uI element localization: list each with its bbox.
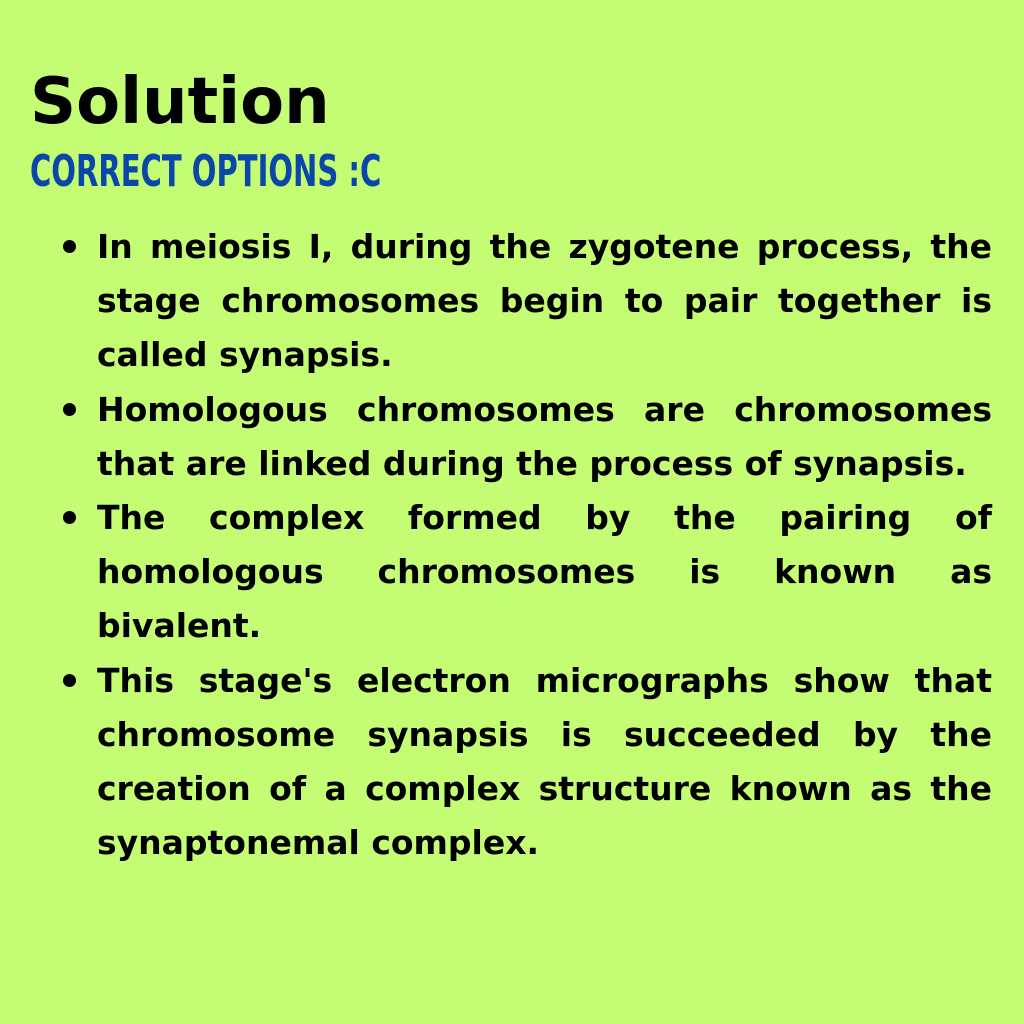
bullet-icon (63, 240, 76, 253)
list-item-text: Homologous chromosomes are chromosomes that are linked during the process of synapsis. (97, 389, 992, 483)
explanation-list (0, 220, 1024, 870)
list-item (97, 654, 992, 871)
bullet-icon (63, 674, 76, 687)
list-item (97, 220, 992, 383)
list-item-text: The complex formed by the pairing of homologous chromosomes is known as bivalent. (97, 498, 992, 646)
bullet-icon (63, 511, 76, 524)
list-item (97, 383, 992, 491)
correct-option-heading: CORRECT OPTIONS :C (30, 146, 382, 197)
list-item-text: In meiosis I, during the zygotene process, the stage chromosomes begin to pair together is called synapsis. (97, 227, 992, 375)
list-item-text: This stage's electron micrographs show that chromosome synapsis is succeeded by the creation of a complex structure known as the synaptonemal complex. (97, 660, 992, 863)
bullet-icon (63, 403, 76, 416)
list-item (97, 491, 992, 654)
page-title: Solution (30, 65, 330, 139)
